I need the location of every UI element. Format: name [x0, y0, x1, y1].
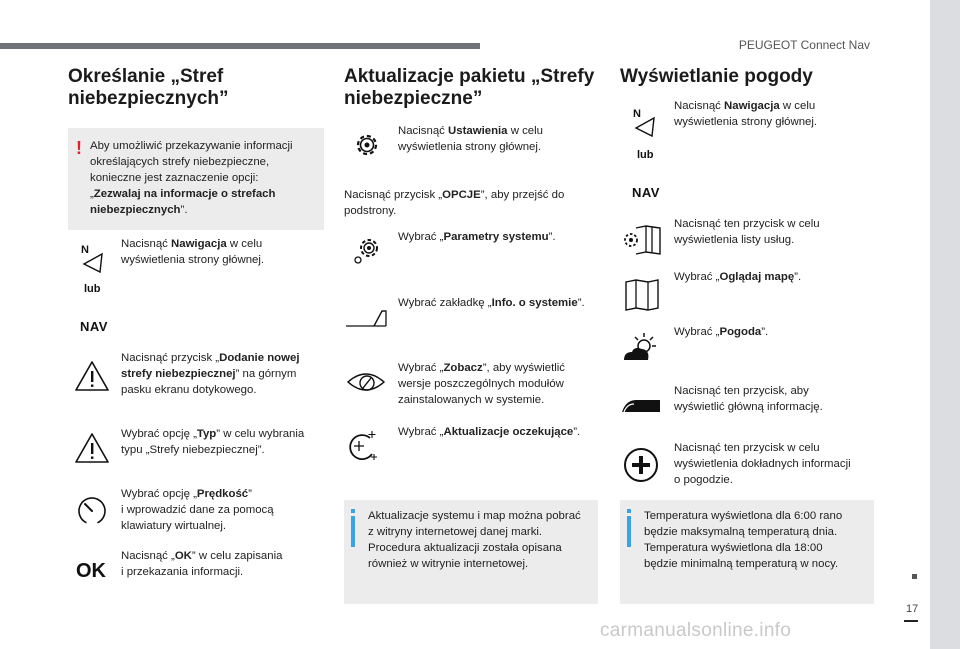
settings-gear-icon[interactable]: [352, 130, 382, 160]
step-weather: Wybrać „Pogoda”.: [674, 326, 769, 338]
view-eye-icon[interactable]: [346, 368, 386, 396]
ok-button[interactable]: OK: [76, 560, 106, 582]
nav-button[interactable]: NAV: [632, 185, 660, 200]
svg-text:N: N: [81, 244, 89, 256]
speedometer-icon[interactable]: [76, 494, 108, 526]
warning-box: ! Aby umożliwić przekazywanie informacji określających strefy niebezpieczne, konieczne jest zaznaczenie opcji: „Zezwalaj na informacje o strefach niebezpiecznych”.: [68, 128, 324, 230]
warning-triangle-icon[interactable]: [74, 360, 110, 392]
step-settings: Nacisnąć Ustawienia w celu wyświetlenia strony głównej.: [398, 125, 543, 153]
system-settings-icon[interactable]: [352, 235, 382, 265]
map-icon[interactable]: [624, 278, 660, 312]
page-number-underline: [904, 620, 918, 622]
step-system-params: Wybrać „Parametry systemu”.: [398, 231, 556, 243]
step-add-danger-zone: Nacisnąć przycisk „Dodanie nowej strefy niebezpiecznej” na górnym pasku ekranu dotykowego.: [121, 352, 300, 396]
watermark: carmanualsonline.info: [600, 620, 792, 641]
services-map-icon[interactable]: [622, 224, 662, 256]
tab-icon[interactable]: [344, 308, 388, 328]
exclamation-icon: !: [76, 138, 82, 158]
info-box-weather: Temperatura wyświetlona dla 6:00 rano będzie maksymalną temperaturą dnia. Temperatura wyświetlona dla 18:00 będzie minimalną temperaturą w nocy.: [620, 500, 874, 604]
navigation-icon[interactable]: [80, 242, 106, 274]
weather-sun-cloud-icon[interactable]: [620, 330, 662, 366]
column-weather: [620, 66, 876, 88]
step-view-map: Wybrać „Oglądaj mapę”.: [674, 271, 802, 283]
nav-button[interactable]: NAV: [80, 319, 108, 334]
navigation-icon[interactable]: [632, 106, 658, 138]
step-services-list: Nacisnąć ten przycisk w celu wyświetlenia listy usług.: [674, 218, 820, 246]
page-number: 17: [906, 603, 919, 615]
step-navigation: Nacisnąć Nawigacja w celu wyświetlenia strony głównej.: [121, 238, 265, 266]
page-marker: [912, 574, 917, 579]
info-icon: [627, 509, 631, 547]
step-navigation-weather: Nacisnąć Nawigacja w celu wyświetlenia strony głównej.: [674, 100, 818, 128]
column-updates: [344, 66, 600, 110]
header-bar: [0, 43, 480, 49]
side-strip: [930, 0, 960, 649]
svg-text:N: N: [633, 108, 641, 120]
column-danger-zones: [68, 66, 324, 230]
or-label: lub: [637, 149, 654, 161]
step-speed: Wybrać opcję „Prędkość” i wprowadzić dane za pomocą klawiatury wirtualnej.: [121, 488, 274, 532]
plus-circle-icon[interactable]: [622, 446, 660, 484]
section-title-weather: Wyświetlanie pogody: [620, 66, 813, 87]
step-system-info-tab: Wybrać zakładkę „Info. o systemie”.: [398, 297, 585, 309]
step-ok: Nacisnąć „OK” w celu zapisania i przekazania informacji.: [121, 550, 283, 578]
info-icon: [351, 509, 355, 547]
brand-label: PEUGEOT Connect Nav: [738, 38, 870, 52]
or-label: lub: [84, 283, 101, 295]
step-pending-updates: Wybrać „Aktualizacje oczekujące”.: [398, 426, 581, 438]
section-title-danger-zones: Określanie „Stref niebezpiecznych”: [68, 66, 229, 109]
step-type: Wybrać opcję „Typ” w celu wybrania typu „Strefy niebezpiecznej”.: [121, 428, 305, 456]
warning-triangle-icon[interactable]: [74, 432, 110, 464]
main-info-toggle-icon[interactable]: [620, 396, 662, 414]
step-options: Nacisnąć przycisk „OPCJE”, aby przejść do podstrony.: [344, 189, 565, 217]
step-detailed-info: Nacisnąć ten przycisk w celu wyświetlenia dokładnych informacji o pogodzie.: [674, 442, 851, 486]
step-view: Wybrać „Zobacz”, aby wyświetlić wersje poszczególnych modułów zainstalowanych w systemie.: [398, 362, 566, 406]
pending-updates-icon[interactable]: [344, 428, 384, 464]
step-main-info: Nacisnąć ten przycisk, aby wyświetlić główną informację.: [674, 385, 823, 413]
section-title-updates: Aktualizacje pakietu „Strefy niebezpieczne”: [344, 66, 595, 109]
info-box-updates: Aktualizacje systemu i map można pobrać z witryny internetowej danej marki. Procedura aktualizacji została opisana również w witrynie internetowej.: [344, 500, 598, 604]
